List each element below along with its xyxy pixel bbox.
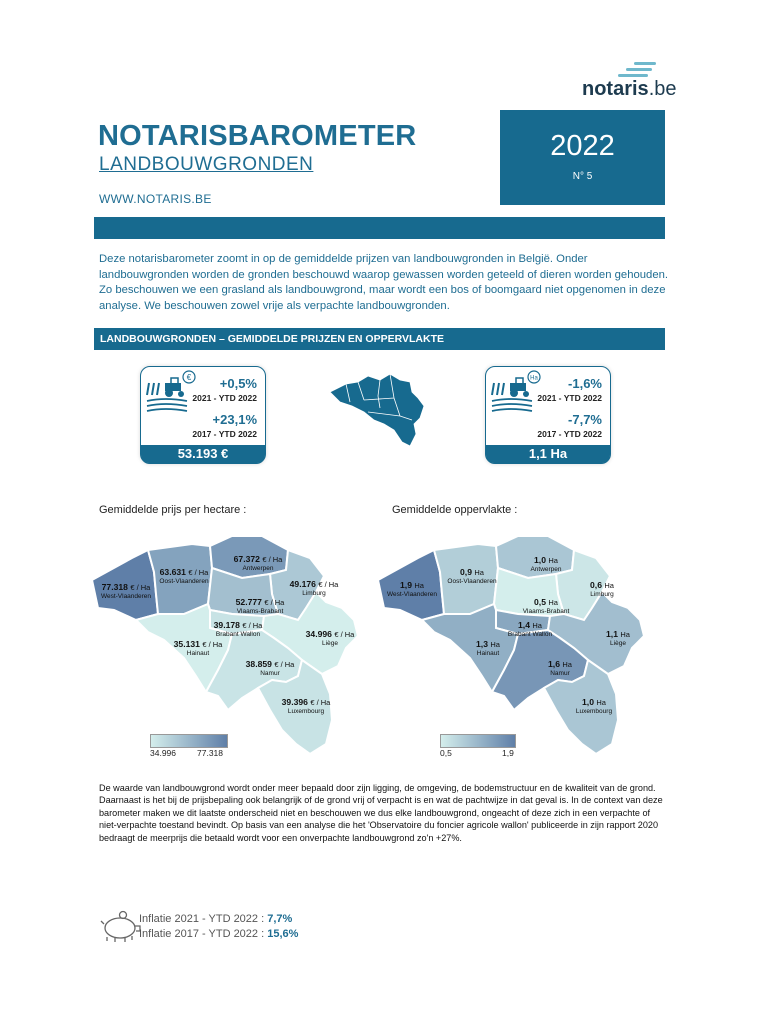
price-label-namur: 38.859 € / Ha Namur xyxy=(245,659,295,677)
inflation-list xyxy=(139,912,298,942)
body-paragraph: De waarde van landbouwgrond wordt onder meer bepaald door zijn ligging, de omgeving, de bodemstructuur en de kwaliteit van de grond. Daarnaast is het bij de prijsbepaling ook belangrijk of de grond vrij of verpacht is en wat de pachtwijze in dat geval is. In de context van deze barometer maken we dit laatste onderscheid niet en beschouwen we dus elke landbouwgrond, ongeacht of deze zich in een verpachte of niet-verpachte toestand bevindt. Op basis van een analyse die het 'Observatoire du foncier agricole wallon' publiceerde in zijn rapport 2020 bedraagt de meerprijs die betaald wordt voor een onverpachte landbouwgrond zo'n +27%. xyxy=(99,783,663,843)
area-change-5y: -7,7% xyxy=(568,412,602,427)
area-label-oost-vlaanderen: 0,9 Ha Oost-Vlaanderen xyxy=(447,567,497,585)
area-value: 1,1 Ha xyxy=(486,445,610,463)
price-value: 53.193 € xyxy=(141,445,265,463)
price-legend-min: 34.996 xyxy=(150,748,176,758)
price-period-5y: 2017 - YTD 2022 xyxy=(192,429,257,439)
price-label-west-vlaanderen: 77.318 € / Ha West-Vlaanderen xyxy=(100,582,152,600)
area-legend-bar xyxy=(440,734,516,748)
notaris-logo[interactable] xyxy=(578,58,677,102)
issue-number: N° 5 xyxy=(572,171,593,182)
section-title: LANDBOUWGRONDEN – GEMIDDELDE PRIJZEN EN OPPERVLAKTE xyxy=(94,328,665,350)
inflation-1y: Inflatie 2021 - YTD 2022 : 7,7% xyxy=(139,913,293,925)
logo-text: notaris.be xyxy=(582,78,677,100)
page-subtitle: LANDBOUWGRONDEN xyxy=(99,154,314,175)
svg-text:€: € xyxy=(186,373,192,382)
price-map-title: Gemiddelde prijs per hectare : xyxy=(99,504,247,516)
area-change-1y: -1,6% xyxy=(568,376,602,391)
area-period-1y: 2021 - YTD 2022 xyxy=(537,393,602,403)
price-label-liege: 34.996 € / Ha Liège xyxy=(305,629,355,647)
year-box xyxy=(500,110,665,205)
price-card xyxy=(140,366,266,464)
price-label-oost-vlaanderen: 63.631 € / Ha Oost-Vlaanderen xyxy=(159,567,209,585)
inflation-5y: Inflatie 2017 - YTD 2022 : 15,6% xyxy=(139,928,299,940)
website-link[interactable]: WWW.NOTARIS.BE xyxy=(99,192,212,206)
svg-text:Ha: Ha xyxy=(530,375,538,382)
intro-paragraph: Deze notarisbarometer zoomt in op de gemiddelde prijzen van landbouwgronden in België. Onder landbouwgronden worden de gronden beschouwd waarop gewassen worden geteeld of dieren worden gehouden. Zo beschouwen we een grasland als landbouwgrond, maar wordt een bos of boomgaard niet opgenomen in deze analyse. We beschouwen zowel vrije als verpachte landbouwgronden. xyxy=(99,253,669,312)
year: 2022 xyxy=(550,130,615,162)
price-label-vlaams-brabant: 52.777 € / Ha Vlaams-Brabant xyxy=(235,597,285,615)
area-label-limburg: 0,6 Ha Limburg xyxy=(590,580,614,598)
price-change-5y: +23,1% xyxy=(212,412,257,427)
header-bar xyxy=(94,217,665,239)
price-label-antwerpen: 67.372 € / Ha Antwerpen xyxy=(233,554,283,572)
price-label-luxembourg: 39.396 € / Ha Luxembourg xyxy=(281,697,331,715)
area-label-luxembourg: 1,0 Ha Luxembourg xyxy=(575,697,613,715)
area-label-liege: 1,1 Ha Liège xyxy=(606,629,630,647)
price-label-hainaut: 35.131 € / Ha Hainaut xyxy=(173,639,223,657)
price-label-limburg: 49.176 € / Ha Limburg xyxy=(289,579,339,597)
area-label-west-vlaanderen: 1,9 Ha West-Vlaanderen xyxy=(386,580,438,598)
belgium-map-icon xyxy=(328,372,428,452)
price-period-1y: 2021 - YTD 2022 xyxy=(192,393,257,403)
area-label-antwerpen: 1,0 Ha Antwerpen xyxy=(530,555,562,573)
price-label-brabant-wallon: 39.178 € / Ha Brabant Wallon xyxy=(213,620,263,638)
area-card xyxy=(485,366,611,464)
area-legend-max: 1,9 xyxy=(502,748,514,758)
area-map-title: Gemiddelde oppervlakte : xyxy=(392,504,518,516)
area-label-hainaut: 1,3 Ha Hainaut xyxy=(476,639,500,657)
area-legend-min: 0,5 xyxy=(440,748,452,758)
area-label-namur: 1,6 Ha Namur xyxy=(548,659,572,677)
price-legend-bar xyxy=(150,734,228,748)
area-label-vlaams-brabant: 0,5 Ha Vlaams-Brabant xyxy=(522,597,570,615)
tractor-hectare-icon xyxy=(488,369,542,413)
piggy-bank-icon xyxy=(98,909,144,943)
page-title: NOTARISBAROMETER xyxy=(98,120,417,152)
area-period-5y: 2017 - YTD 2022 xyxy=(537,429,602,439)
price-change-1y: +0,5% xyxy=(219,376,257,391)
area-label-brabant-wallon: 1,4 Ha Brabant Wallon xyxy=(507,620,553,638)
price-legend-max: 77.318 xyxy=(197,748,223,758)
tractor-euro-icon xyxy=(143,369,197,413)
